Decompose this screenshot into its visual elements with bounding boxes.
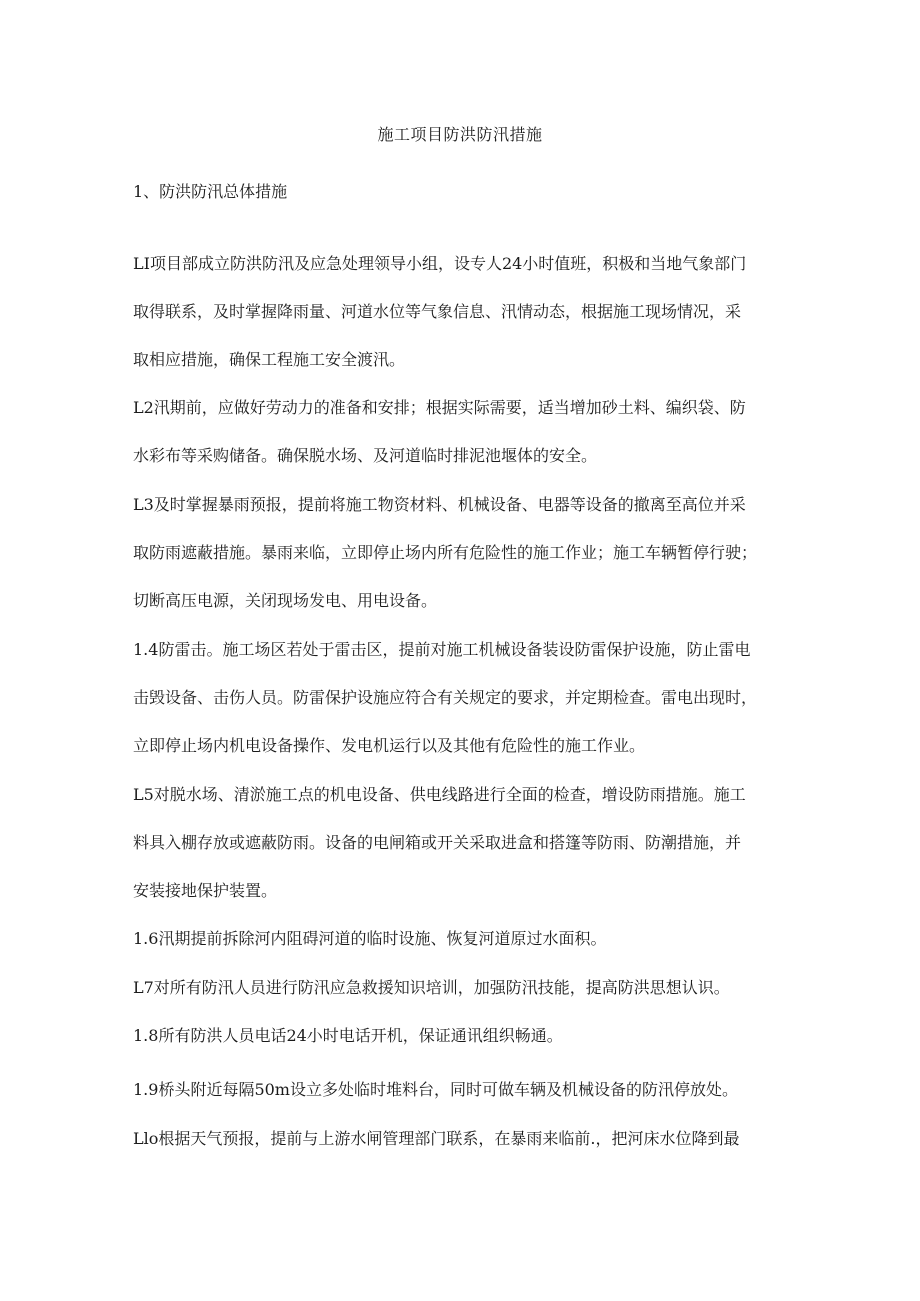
paragraph-line: 1.6汛期提前拆除河内阻碍河道的临时设施、恢复河道原过水面积。: [133, 929, 607, 948]
paragraph-line: 击毁设备、击伤人员。防雷保护设施应符合有关规定的要求，并定期检查。雷电出现时，: [133, 688, 758, 707]
paragraph-1-10: [133, 1115, 797, 1163]
paragraph-line: 切断高压电源，关闭现场发电、用电设备。: [133, 591, 438, 610]
paragraph-1-8: [133, 1012, 797, 1060]
paragraph-1-4: [133, 626, 797, 770]
paragraph-line: 1.8所有防洪人员电话24小时电话开机，保证通讯组织畅通。: [133, 1026, 563, 1045]
paragraph-1-3: [133, 481, 797, 625]
section-heading: 1、防洪防汛总体措施: [133, 182, 288, 201]
paragraph-1-2: [133, 384, 797, 480]
paragraph-line: L3及时掌握暴雨预报，提前将施工物资材料、机械设备、电器等设备的撤离至高位并采: [133, 495, 746, 514]
paragraph-1-7: [133, 964, 797, 1012]
paragraph-line: 取相应措施，确保工程施工安全渡汛。: [133, 350, 406, 369]
document-title: 施工项目防洪防汛措施: [377, 125, 543, 144]
paragraph-line: L2汛期前，应做好劳动力的准备和安排；根据实际需要，适当增加砂土料、编织袋、防: [133, 398, 746, 417]
paragraph-line: L5对脱水场、清淤施工点的机电设备、供电线路进行全面的检查，增设防雨措施。施工: [133, 785, 746, 804]
paragraph-line: Llo根据天气预报，提前与上游水闸管理部门联系，在暴雨来临前.，把河床水位降到最: [133, 1129, 740, 1148]
paragraph-line: 1.4防雷击。施工场区若处于雷击区，提前对施工机械设备装设防雷保护设施，防止雷电: [133, 640, 751, 659]
paragraph-line: 取得联系，及时掌握降雨量、河道水位等气象信息、汛情动态，根据施工现场情况，采: [133, 302, 742, 321]
paragraph-1-1: [133, 240, 797, 384]
paragraph-1-6: [133, 915, 797, 963]
paragraph-line: 立即停止场内机电设备操作、发电机运行以及其他有危险性的施工作业。: [133, 736, 646, 755]
paragraph-line: 水彩布等采购储备。确保脱水场、及河道临时排泥池堰体的安全。: [133, 446, 598, 465]
paragraph-line: L7对所有防汛人员进行防汛应急救援知识培训，加强防汛技能，提高防洪思想认识。: [133, 978, 730, 997]
paragraph-1-9: [133, 1066, 797, 1114]
paragraph-line: 取防雨遮蔽措施。暴雨来临，立即停止场内所有危险性的施工作业；施工车辆暂停行驶；: [133, 543, 758, 562]
paragraph-line: LI项目部成立防洪防汛及应急处理领导小组，设专人24小时值班，积极和当地气象部门: [133, 254, 747, 273]
paragraph-line: 料具入棚存放或遮蔽防雨。设备的电闸箱或开关采取进盒和搭篷等防雨、防潮措施，并: [133, 833, 742, 852]
paragraph-1-5: [133, 771, 797, 915]
paragraph-line: 1.9桥头附近每隔50m设立多处临时堆料台，同时可做车辆及机械设备的防汛停放处。: [133, 1080, 738, 1099]
paragraph-line: 安装接地保护装置。: [133, 881, 278, 900]
